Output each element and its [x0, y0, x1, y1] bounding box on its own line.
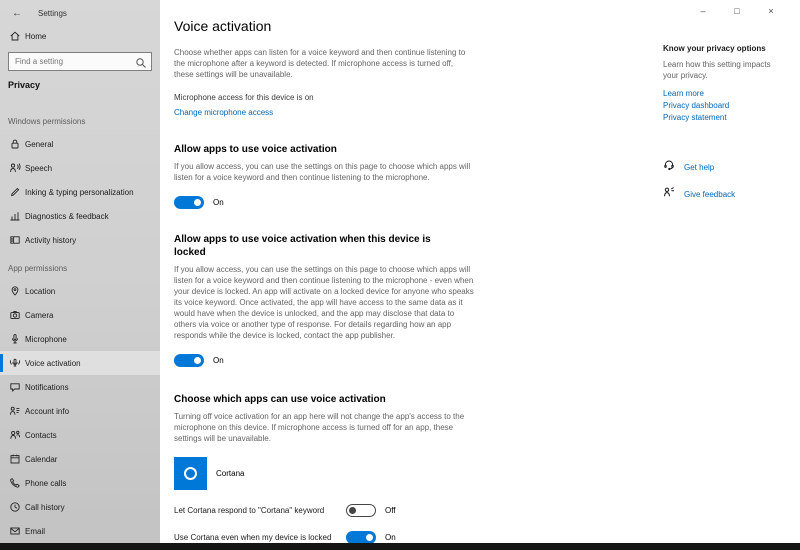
toggle-state-label: On	[213, 198, 224, 207]
calendar-icon	[8, 453, 21, 465]
back-icon[interactable]: ←	[12, 7, 22, 19]
sidebar-item-label: Call history	[25, 502, 65, 512]
sidebar-item-label: Voice activation	[25, 358, 81, 368]
sidebar-item-label: Email	[25, 526, 46, 536]
contacts-icon	[8, 429, 21, 441]
sidebar-item-email[interactable]	[0, 519, 160, 543]
sidebar-item-speech[interactable]	[0, 156, 160, 180]
learn-more-link[interactable]: Learn more	[663, 89, 704, 98]
sidebar-item-label: Microphone	[25, 334, 67, 344]
pencil-icon	[8, 186, 21, 198]
sidebar-item-label: Location	[25, 286, 56, 296]
app-name-label: Cortana	[216, 469, 245, 478]
aside-links	[663, 89, 788, 122]
sidebar-titlebar	[0, 0, 160, 20]
sidebar-item-label: Contacts	[25, 430, 57, 440]
get-help-link[interactable]: Get help	[684, 162, 715, 172]
toggle-knob	[194, 199, 201, 206]
allow-voice-activation-toggle-row	[174, 196, 494, 209]
phone-icon	[8, 477, 21, 489]
change-microphone-access-link[interactable]: Change microphone access	[174, 108, 274, 117]
sidebar-item-call-history[interactable]	[0, 495, 160, 519]
choose-apps-heading: Choose which apps can use voice activation	[174, 394, 386, 405]
page-intro: Choose whether apps can listen for a voice keyword and then continue listening to the microphone after a keyword is detected. If microphone access is turned off, these settings will be unavailable.	[174, 48, 466, 79]
main-panel	[160, 0, 800, 543]
sidebar-item-label: Account info	[25, 406, 70, 416]
aside-heading: Know your privacy options	[663, 44, 766, 53]
toggle-state-label: On	[385, 533, 396, 542]
search-box	[8, 52, 152, 71]
sidebar-item-camera[interactable]	[0, 303, 160, 327]
voice-activation-icon	[8, 357, 21, 369]
microphone-icon	[8, 333, 21, 345]
setting-label: Let Cortana respond to "Cortana" keyword	[174, 506, 325, 515]
toggle-state-label: Off	[385, 506, 396, 515]
sidebar-item-diagnostics[interactable]	[0, 204, 160, 228]
allow-voice-activation-toggle[interactable]	[174, 196, 204, 209]
main-content	[174, 18, 494, 544]
mic-access-status: Microphone access for this device is on	[174, 93, 314, 102]
locked-voice-activation-toggle-row	[174, 354, 494, 367]
locked-voice-activation-description: If you allow access, you can use the settings on this page to choose which apps will listen for a voice keyword and then continue listening to the microphone - even when your device is locked. An app will activate on a locked device for anyone who speaks its voice keyword. Once activated, the app will have access to the same data as it would have when the device is unlocked, and the app may disclose that data to others via voice or another type of response. For details regarding how an app responds while the device is locked, contact the app publisher.	[174, 265, 474, 340]
toggle-knob	[194, 357, 201, 364]
privacy-dashboard-link[interactable]: Privacy dashboard	[663, 101, 730, 110]
tasks-icon	[8, 234, 21, 246]
map-pin-icon	[8, 285, 21, 297]
locked-voice-activation-heading: Allow apps to use voice activation when this device is locked	[174, 234, 431, 258]
sidebar-item-voice-activation[interactable]	[0, 351, 160, 375]
sidebar-item-contacts[interactable]	[0, 423, 160, 447]
sidebar-item-label: Diagnostics & feedback	[25, 211, 109, 221]
history-clock-icon	[8, 501, 21, 513]
speech-icon	[8, 162, 21, 174]
notification-bubble-icon	[8, 381, 21, 393]
cortana-ring	[184, 467, 197, 480]
allow-voice-activation-heading: Allow apps to use voice activation	[174, 144, 337, 155]
search-input[interactable]	[9, 53, 151, 70]
sidebar-item-location[interactable]	[0, 279, 160, 303]
window-controls	[686, 0, 788, 22]
get-help-row	[663, 158, 788, 176]
settings-sidebar	[0, 0, 160, 543]
home-icon	[8, 30, 21, 42]
sidebar-item-home[interactable]	[0, 26, 160, 46]
cortana-app-icon	[174, 457, 207, 490]
envelope-icon	[8, 525, 21, 537]
app-title: Settings	[38, 8, 67, 18]
toggle-knob	[349, 507, 356, 514]
help-links	[663, 158, 788, 203]
give-feedback-link[interactable]: Give feedback	[684, 189, 736, 199]
sidebar-item-calendar[interactable]	[0, 447, 160, 471]
get-help-icon	[663, 158, 675, 176]
sidebar-item-label: Inking & typing personalization	[25, 187, 134, 197]
sidebar-item-inking-typing[interactable]	[0, 180, 160, 204]
account-icon	[8, 405, 21, 417]
locked-voice-activation-toggle[interactable]	[174, 354, 204, 367]
sidebar-page-title: Privacy	[8, 80, 41, 90]
minimize-button[interactable]: –	[700, 6, 706, 16]
sidebar-item-general[interactable]	[0, 132, 160, 156]
sidebar-item-label: Camera	[25, 310, 54, 320]
privacy-statement-link[interactable]: Privacy statement	[663, 113, 727, 122]
page-title: Voice activation	[174, 18, 272, 34]
sidebar-group-label: Windows permissions	[8, 117, 86, 126]
sidebar-item-notifications[interactable]	[0, 375, 160, 399]
sidebar-item-activity-history[interactable]	[0, 228, 160, 252]
chart-icon	[8, 210, 21, 222]
search-icon[interactable]	[135, 56, 147, 74]
give-feedback-row	[663, 185, 788, 203]
sidebar-item-microphone[interactable]	[0, 327, 160, 351]
sidebar-group-label: App permissions	[8, 264, 68, 273]
cortana-app-row	[174, 457, 494, 490]
privacy-options-aside	[663, 44, 788, 203]
give-feedback-icon	[663, 185, 675, 203]
allow-voice-activation-description: If you allow access, you can use the settings on this page to choose which apps will listen for a voice keyword and then continue listening to the microphone.	[174, 162, 471, 182]
sidebar-item-label: Home	[25, 31, 47, 41]
choose-apps-description: Turning off voice activation for an app here will not change the app's access to the microphone on this device. If microphone access is turned off for an app, these settings will be unavailable.	[174, 412, 465, 443]
sidebar-item-phone-calls[interactable]	[0, 471, 160, 495]
cortana-keyword-toggle[interactable]	[346, 504, 376, 517]
sidebar-item-label: Calendar	[25, 454, 58, 464]
close-button[interactable]: ×	[768, 6, 774, 16]
sidebar-item-label: Speech	[25, 163, 53, 173]
sidebar-item-label: Activity history	[25, 235, 77, 245]
cortana-keyword-setting-row	[174, 504, 494, 517]
sidebar-item-label: General	[25, 139, 54, 149]
maximize-button[interactable]: □	[734, 6, 740, 16]
camera-icon	[8, 309, 21, 321]
sidebar-item-label: Phone calls	[25, 478, 67, 488]
taskbar-edge	[0, 543, 800, 550]
aside-description: Learn how this setting impacts your privacy.	[663, 60, 771, 80]
toggle-knob	[366, 534, 373, 541]
setting-label: Use Cortana even when my device is locked	[174, 533, 332, 542]
sidebar-item-label: Notifications	[25, 382, 69, 392]
toggle-state-label: On	[213, 356, 224, 365]
sidebar-item-account-info[interactable]	[0, 399, 160, 423]
lock-icon	[8, 138, 21, 150]
